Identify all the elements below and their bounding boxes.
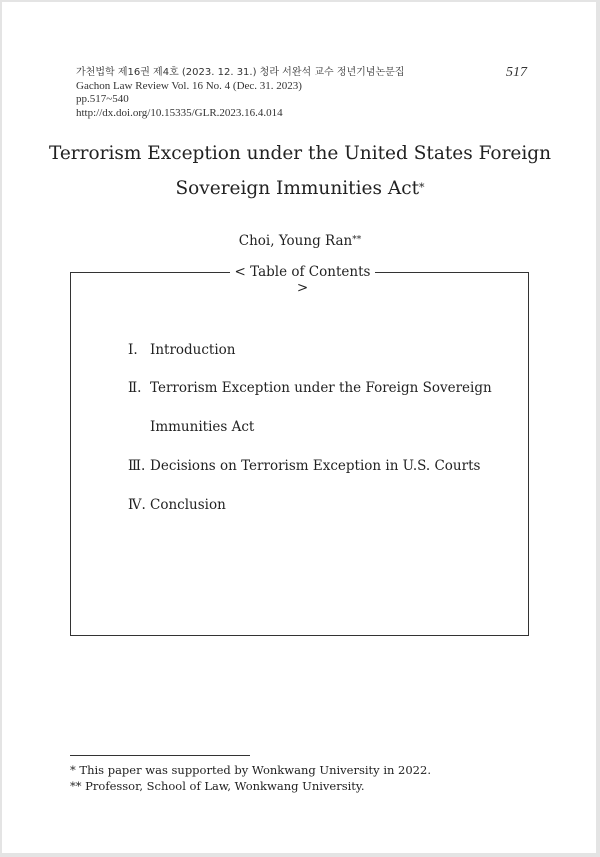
page-number: 517 [506, 65, 527, 80]
toc-num: Ⅰ. [128, 342, 138, 358]
toc-item-2-cont[interactable]: Immunities Act [150, 419, 255, 435]
journal-header [76, 66, 404, 120]
toc-text: Conclusion [150, 497, 226, 513]
title-text: Sovereign Immunities Act [175, 178, 420, 199]
toc-num: Ⅳ. [128, 497, 146, 513]
toc-item-3[interactable] [128, 458, 480, 474]
footnote-2: ** Professor, School of Law, Wonkwang University. [70, 779, 365, 793]
toc-rule-left [70, 272, 233, 273]
footnote-1: * This paper was supported by Wonkwang University in 2022. [70, 763, 431, 777]
doi-link[interactable]: http://dx.doi.org/10.15335/GLR.2023.16.4.014 [76, 106, 283, 119]
toc-text: Decisions on Terrorism Exception in U.S. Courts [150, 458, 481, 474]
toc-text: Introduction [150, 342, 236, 358]
toc-item-1[interactable] [128, 342, 236, 358]
author-footnote-mark[interactable]: ** [352, 235, 362, 245]
toc-heading: < Table of Contents > [230, 264, 375, 296]
author [0, 233, 600, 249]
toc-box [70, 272, 529, 636]
toc-item-2[interactable] [128, 380, 492, 396]
toc-num: Ⅲ. [128, 458, 146, 474]
journal-english: Gachon Law Review Vol. 16 No. 4 (Dec. 31. 2023) [76, 79, 302, 92]
toc-num: Ⅱ. [128, 380, 142, 396]
journal-korean: 가천법학 제16권 제4호 (2023. 12. 31.) 청라 서완석 교수 정년기념논문집 [76, 67, 405, 78]
paper-title-line1: Terrorism Exception under the United States Foreign [48, 143, 552, 164]
title-footnote-mark[interactable]: * [419, 181, 425, 194]
toc-text: Terrorism Exception under the Foreign Sovereign [150, 380, 492, 396]
page-range: pp.517~540 [76, 93, 129, 105]
toc-rule-right [370, 272, 529, 273]
toc-item-4[interactable] [128, 497, 226, 513]
author-name: Choi, Young Ran [238, 233, 353, 249]
footnote-rule [70, 755, 250, 756]
paper-title-line2 [0, 178, 600, 199]
